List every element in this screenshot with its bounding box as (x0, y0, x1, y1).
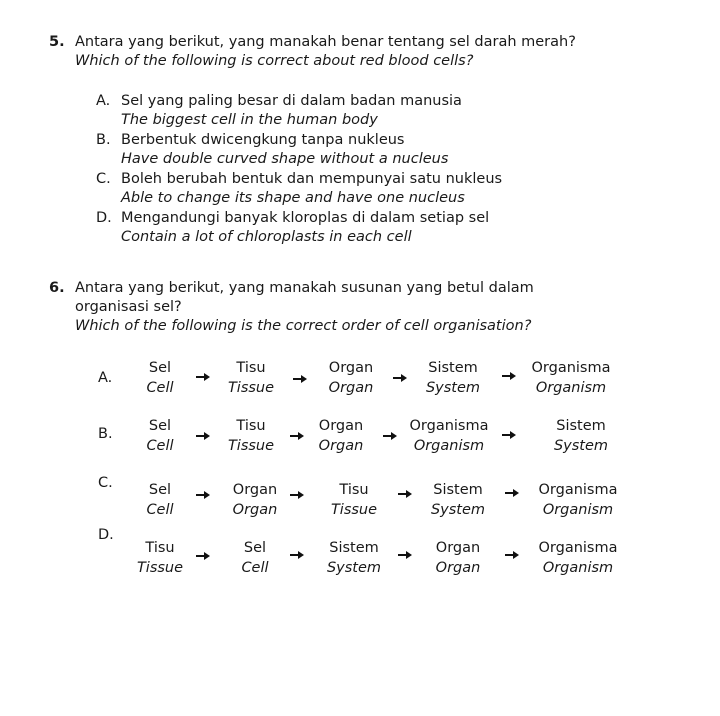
q6-a-step-3: Organ Organ (328, 360, 374, 396)
q5-option-c-ms: Boleh berubah bentuk dan mempunyai satu nukleus (121, 171, 503, 187)
q6-d-step-1: Tisu Tissue (136, 540, 184, 576)
q6-b-step-5: Sistem System (553, 418, 609, 454)
q6-number: 6. (49, 280, 65, 296)
q6-d-step-2: Sel Cell (241, 540, 269, 576)
q6-option-a-letter[interactable]: A. (98, 370, 113, 386)
q6-d-step-5: Organisma Organism (538, 540, 618, 576)
q6-c-step-5: Organisma Organism (538, 482, 618, 518)
q6-b-step-2: Tisu Tissue (227, 418, 275, 454)
q5-option-b-en: Have double curved shape without a nucleus (121, 151, 449, 167)
arrow-right-icon (502, 431, 516, 439)
q5-question-ms: Antara yang berikut, yang manakah benar tentang sel darah merah? (75, 34, 576, 50)
arrow-right-icon (505, 551, 519, 559)
q5-option-d-letter[interactable]: D. (96, 210, 112, 226)
q6-c-step-2: Organ Organ (232, 482, 278, 518)
q5-option-a-letter[interactable]: A. (96, 93, 111, 109)
q5-option-d-en: Contain a lot of chloroplasts in each cell (121, 229, 412, 245)
q6-d-step-4: Organ Organ (435, 540, 481, 576)
q6-question-ms-line2: organisasi sel? (75, 299, 182, 315)
q6-b-step-3: Organ Organ (318, 418, 364, 454)
q6-a-step-2: Tisu Tissue (227, 360, 275, 396)
q5-question-en: Which of the following is correct about red blood cells? (75, 53, 474, 69)
q6-d-step-3: Sistem System (326, 540, 382, 576)
q5-option-c-en: Able to change its shape and have one nucleus (121, 190, 465, 206)
q6-option-d-letter[interactable]: D. (98, 527, 114, 543)
q5-option-a-en: The biggest cell in the human body (121, 112, 378, 128)
q6-c-step-3: Tisu Tissue (330, 482, 378, 518)
q5-option-b-letter[interactable]: B. (96, 132, 111, 148)
q6-a-step-4: Sistem System (425, 360, 481, 396)
arrow-right-icon (502, 372, 516, 380)
q6-a-step-1: Sel Cell (146, 360, 174, 396)
q5-option-d-ms: Mengandungi banyak kloroplas di dalam setiap sel (121, 210, 490, 226)
q5-option-b-ms: Berbentuk dwicengkung tanpa nukleus (121, 132, 405, 148)
q6-b-step-4: Organisma Organism (409, 418, 489, 454)
q6-a-step-5: Organisma Organism (531, 360, 611, 396)
q6-question-en: Which of the following is the correct order of cell organisation? (75, 318, 532, 334)
arrow-right-icon (505, 489, 519, 497)
q5-option-c-letter[interactable]: C. (96, 171, 111, 187)
q6-c-step-4: Sistem System (430, 482, 486, 518)
q5-option-a-ms: Sel yang paling besar di dalam badan manusia (121, 93, 462, 109)
q6-question-ms-line1: Antara yang berikut, yang manakah susunan yang betul dalam (75, 280, 534, 296)
q6-option-c-letter[interactable]: C. (98, 475, 113, 491)
q6-option-b-letter[interactable]: B. (98, 426, 113, 442)
q6-b-step-1: Sel Cell (146, 418, 174, 454)
q5-number: 5. (49, 34, 65, 50)
q6-c-step-1: Sel Cell (146, 482, 174, 518)
